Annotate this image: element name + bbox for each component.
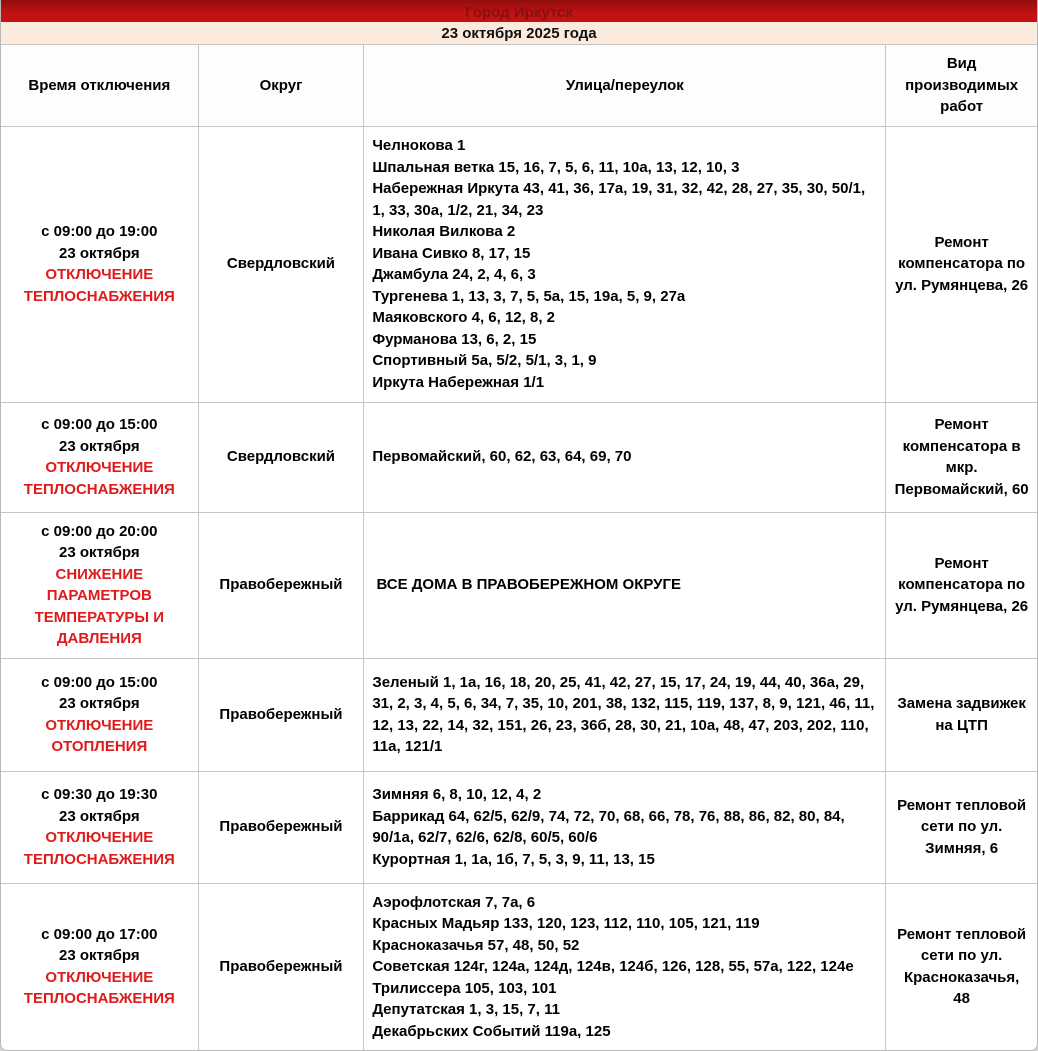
time-range: с 09:00 до 19:00 [41, 223, 158, 240]
street-line: Челнокова 1 [372, 137, 466, 154]
outage-type-label: ОТКЛЮЧЕНИЕ ТЕПЛОСНАБЖЕНИЯ [23, 968, 175, 1008]
street-line: Набережная Иркута 43, 41, 36, 17а, 19, 31, 32, 42, 28, 27, 35, 30, 50/1, 1, 33, 30а, 1/2, 21, 34, 23 [372, 180, 870, 219]
city-title-bar [1, 0, 1037, 22]
street-line: ВСЕ ДОМА В ПРАВОБЕРЕЖНОМ ОКРУГЕ [372, 576, 682, 594]
district-cell: Правобережный [198, 772, 364, 883]
city-title: Город Иркутск [465, 4, 573, 21]
street-line: Фурманова 13, 6, 2, 15 [372, 330, 537, 348]
time-range: с 09:00 до 15:00 [41, 416, 158, 433]
street-line: Курортная 1, 1а, 1б, 7, 5, 3, 9, 11, 13, 15 [372, 850, 655, 868]
outage-date: 23 октября [59, 244, 140, 262]
district-cell: Правобережный [198, 659, 364, 771]
street-line: Аэрофлотская 7, 7а, 6 [372, 893, 536, 911]
col-header-time: Время отключения [28, 76, 171, 94]
time-cell [1, 884, 198, 1051]
street-line: Джамбула 24, 2, 4, 6, 3 [372, 266, 536, 283]
table-row [1, 883, 1037, 1051]
street-line: Советская 124г, 124а, 124д, 124в, 124б, 126, 128, 55, 57а, 122, 124е [372, 958, 854, 975]
street-line: Николая Вилкова 2 [372, 223, 516, 240]
street-line: Первомайский, 60, 62, 63, 64, 69, 70 [372, 448, 632, 466]
street-line: Декабрьских Событий 119а, 125 [372, 1022, 611, 1040]
time-cell [1, 513, 198, 658]
street-line: Маяковского 4, 6, 12, 8, 2 [372, 309, 555, 326]
outage-type-label: СНИЖЕНИЕ ПАРАМЕТРОВ ТЕМПЕРАТУРЫ И ДАВЛЕНИЯ [34, 565, 164, 647]
streets-cell [363, 659, 885, 771]
street-line: Зеленый 1, 1а, 16, 18, 20, 25, 41, 42, 27, 15, 17, 24, 19, 44, 40, 36а, 29, 31, 2, 3, 4, 5, 6, 34, 7, 35, 10, 201, 38, 132, 115, 119, 137, 8, 9, 121, 46, 11, 12, 13, 22, 14, 32, 151, 26, 23, 36б, 28, 30, 21, 10а, 48, 47, 203, 202, 110, 11а, 121/1 [372, 673, 879, 755]
streets-cell [363, 127, 885, 402]
outage-date: 23 октября [59, 437, 140, 455]
col-header-district: Округ [198, 45, 364, 126]
work-type-cell: Ремонт компенсатора по ул. Румянцева, 26 [885, 513, 1037, 658]
district-cell: Свердловский [198, 403, 364, 512]
time-cell [1, 772, 198, 883]
work-type-cell: Ремонт компенсатора в мкр. Первомайский, 60 [885, 403, 1037, 512]
col-header-streets: Улица/переулок [363, 45, 885, 126]
streets-cell [363, 772, 885, 883]
street-line: Тургенева 1, 13, 3, 7, 5, 5а, 15, 19а, 5, 9, 27а [372, 287, 686, 305]
street-line: Баррикад 64, 62/5, 62/9, 74, 72, 70, 68, 66, 78, 76, 88, 86, 82, 80, 84, 90/1а, 62/7, 62/6, 62/8, 60/5, 60/6 [372, 807, 849, 846]
date-title: 23 октября 2025 года [441, 24, 597, 42]
street-line: Красных Мадьяр 133, 120, 123, 112, 110, 105, 121, 119 [372, 915, 760, 932]
street-line: Спортивный 5а, 5/2, 5/1, 3, 1, 9 [372, 352, 597, 369]
streets-cell [363, 513, 885, 658]
street-line: Зимняя 6, 8, 10, 12, 4, 2 [372, 786, 542, 803]
street-line: Иркута Набережная 1/1 [372, 373, 545, 391]
table-row [1, 512, 1037, 658]
district-cell: Правобережный [198, 884, 364, 1051]
outage-type-label: ОТКЛЮЧЕНИЕ ТЕПЛОСНАБЖЕНИЯ [23, 459, 175, 498]
district-cell: Правобережный [198, 513, 364, 658]
street-line: Трилиссера 105, 103, 101 [372, 979, 557, 997]
time-cell [1, 127, 198, 402]
time-cell [1, 659, 198, 771]
table-row [1, 658, 1037, 771]
work-type-cell: Замена задвижек на ЦТП [885, 659, 1037, 771]
date-bar [1, 22, 1037, 45]
table-row [1, 126, 1037, 402]
col-header-work: Вид производимых работ [885, 45, 1037, 126]
time-range: с 09:00 до 20:00 [41, 522, 158, 540]
outage-date: 23 октября [59, 695, 140, 712]
time-range: с 09:00 до 15:00 [41, 673, 158, 691]
outage-date: 23 октября [59, 807, 140, 825]
outage-table [1, 45, 1037, 1050]
streets-cell [363, 403, 885, 512]
district-cell: Свердловский [198, 127, 364, 402]
work-type-cell: Ремонт тепловой сети по ул. Зимняя, 6 [885, 772, 1037, 883]
time-range: с 09:30 до 19:30 [41, 786, 158, 803]
outage-type-label: ОТКЛЮЧЕНИЕ ТЕПЛОСНАБЖЕНИЯ [23, 829, 175, 868]
street-line: Красноказачья 57, 48, 50, 52 [372, 936, 580, 954]
work-type-cell: Ремонт тепловой сети по ул. Красноказачья, 48 [885, 884, 1037, 1051]
outage-type-label: ОТКЛЮЧЕНИЕ ОТОПЛЕНИЯ [45, 716, 154, 755]
street-line: Ивана Сивко 8, 17, 15 [372, 244, 531, 262]
outage-date: 23 октября [59, 947, 140, 965]
street-line: Шпальная ветка 15, 16, 7, 5, 6, 11, 10а, 13, 12, 10, 3 [372, 158, 740, 176]
time-cell [1, 403, 198, 512]
table-body [1, 126, 1037, 1051]
table-row [1, 771, 1037, 883]
table-row [1, 402, 1037, 512]
street-line: Депутатская 1, 3, 15, 7, 11 [372, 1001, 560, 1018]
outage-type-label: ОТКЛЮЧЕНИЕ ТЕПЛОСНАБЖЕНИЯ [23, 266, 175, 305]
work-type-cell: Ремонт компенсатора по ул. Румянцева, 26 [885, 127, 1037, 402]
streets-cell [363, 884, 885, 1051]
time-range: с 09:00 до 17:00 [41, 925, 158, 943]
outage-date: 23 октября [59, 544, 140, 561]
table-header-row [1, 45, 1037, 126]
